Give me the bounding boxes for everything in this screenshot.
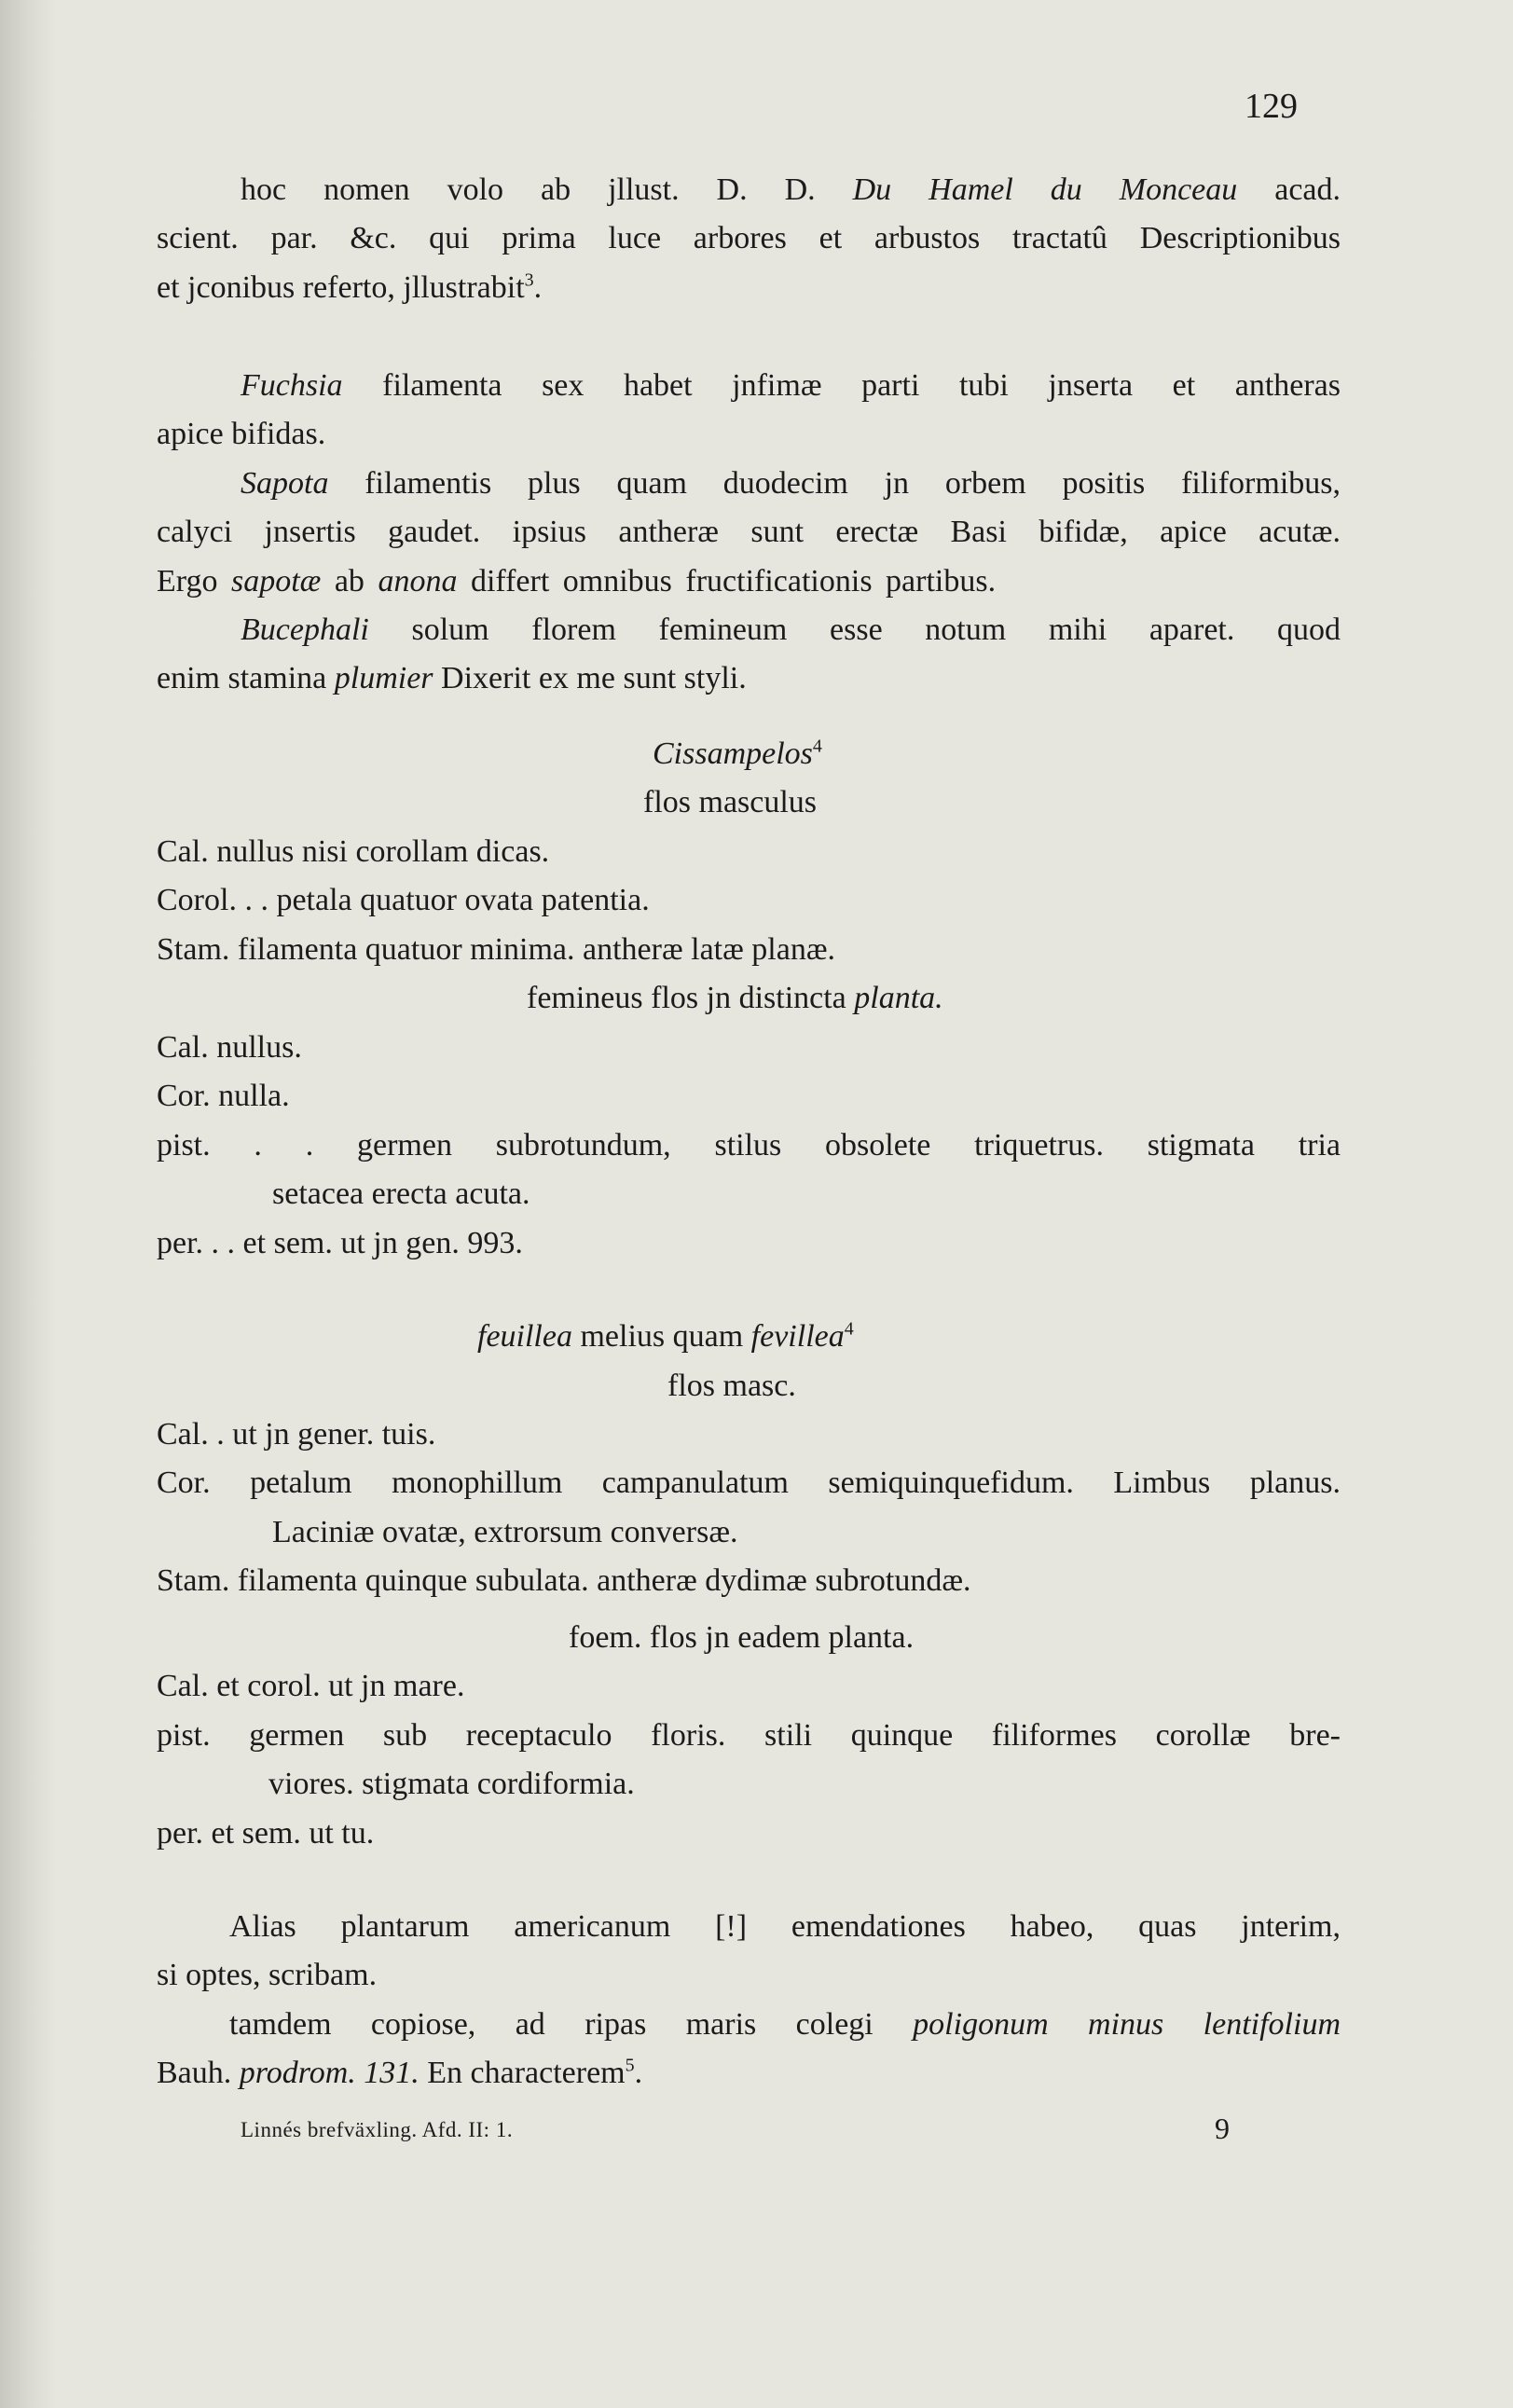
- text-line: [241, 466, 1341, 502]
- section-title: [477, 1319, 854, 1355]
- footnote-ref: 3: [524, 269, 534, 291]
- work-citation: prodrom. 131.: [239, 2056, 420, 2090]
- row-label: per.: [157, 1816, 204, 1851]
- row-label: Cal. .: [157, 1417, 225, 1452]
- genus-name: Bucephali: [241, 612, 369, 647]
- footnote-ref: 4: [844, 1318, 854, 1340]
- page-number: 129: [1245, 87, 1298, 126]
- row-text: nullus nisi corollam dicas.: [216, 834, 550, 869]
- character-row: [157, 1128, 1341, 1163]
- row-text: germen subrotundum, stilus obsolete triquetrus. stigmata tria: [357, 1128, 1341, 1163]
- text-run: acad.: [1274, 172, 1341, 207]
- character-row: [157, 1816, 374, 1851]
- text-run: differt omnibus fructificationis partibus.: [470, 564, 997, 599]
- character-row: [157, 1465, 1341, 1501]
- text-line: [241, 172, 1341, 208]
- genus-name: anona: [378, 564, 458, 599]
- row-text: et sem. ut jn gen. 993.: [242, 1226, 523, 1260]
- genus-name: feuillea: [477, 1319, 572, 1354]
- text-line: si optes, scribam.: [157, 1958, 378, 1992]
- text-run: filamenta sex habet jnfimæ parti tubi jnserta et antheras: [382, 368, 1341, 403]
- row-text: petala quatuor ovata patentia.: [276, 883, 650, 917]
- text-line: [157, 270, 542, 306]
- text-run: solum florem femineum esse notum mihi aparet. quod: [411, 612, 1341, 647]
- row-label: Cor.: [157, 1079, 211, 1113]
- row-label: per. . .: [157, 1226, 236, 1260]
- section-subtitle: flos masc.: [667, 1369, 796, 1403]
- footer-signature-line: Linnés brefväxling. Afd. II: 1.: [241, 2118, 514, 2141]
- genus-name: fevillea: [750, 1319, 845, 1354]
- text-line: [157, 2056, 642, 2091]
- text-line: scient. par. &c. qui prima luce arbores et arbustos tractatû Descriptionibus: [157, 221, 1341, 255]
- row-label: Stam.: [157, 1563, 230, 1598]
- author-abbrev: Bauh.: [157, 2056, 232, 2090]
- character-row: [157, 834, 549, 870]
- text-run: filamentis plus quam duodecim jn orbem positis filiformibus,: [364, 466, 1341, 501]
- text-run: .: [634, 2056, 643, 2090]
- text-run: .: [533, 270, 543, 305]
- character-row: [157, 1718, 1341, 1754]
- section-title: [653, 736, 822, 772]
- character-row: [157, 1079, 290, 1114]
- text-run: tamdem copiose, ad ripas maris colegi: [229, 2007, 873, 2042]
- row-text: nulla.: [218, 1079, 290, 1113]
- author-name: plumier: [334, 661, 433, 695]
- text-run: En characterem: [427, 2056, 626, 2090]
- row-continuation: setacea erecta acuta.: [272, 1176, 530, 1211]
- section-subheading: [527, 981, 943, 1016]
- genus-name: Cissampelos: [653, 736, 813, 771]
- person-name: Du Hamel du Monceau: [852, 172, 1238, 207]
- page-gutter-shadow: [0, 0, 56, 2408]
- character-row: [157, 932, 835, 968]
- character-row: [157, 1030, 302, 1066]
- section-subtitle: flos masculus: [643, 785, 818, 819]
- row-text: petalum monophillum campanulatum semiquinquefidum. Limbus planus.: [250, 1465, 1341, 1500]
- row-text: et sem. ut tu.: [211, 1816, 375, 1851]
- row-text: ut jn gener. tuis.: [232, 1417, 436, 1452]
- character-row: [157, 1669, 464, 1704]
- text-line: calyci jnsertis gaudet. ipsius antheræ sunt erectæ Basi bifidæ, apice acutæ.: [157, 515, 1341, 549]
- text-run: hoc nomen volo ab jllust. D. D.: [241, 172, 816, 207]
- footnote-ref: 4: [812, 736, 822, 757]
- character-row: [157, 883, 650, 918]
- footnote-ref: 5: [625, 2055, 635, 2076]
- text-run: ab: [334, 564, 364, 599]
- text-line: [241, 368, 1341, 404]
- row-label: pist.: [157, 1718, 211, 1753]
- row-label: Cal.: [157, 1669, 209, 1703]
- row-label: pist. . .: [157, 1128, 314, 1163]
- text-line: [157, 661, 747, 696]
- text-line: [157, 564, 996, 599]
- character-row: [157, 1226, 523, 1261]
- text-run: Dixerit ex me sunt styli.: [441, 661, 747, 695]
- section-subheading: foem. flos jn eadem planta.: [569, 1620, 915, 1655]
- row-label: Cor.: [157, 1465, 211, 1500]
- footer-signature-mark: 9: [1215, 2112, 1230, 2145]
- row-text: filamenta quatuor minima. antheræ latæ planæ.: [237, 932, 836, 967]
- row-label: Cal.: [157, 834, 209, 869]
- row-label: Stam.: [157, 932, 230, 967]
- genus-name: sapotæ: [230, 564, 322, 599]
- row-label: Corol. . .: [157, 883, 268, 917]
- row-text: et corol. ut jn mare.: [216, 1669, 465, 1703]
- row-text: filamenta quinque subulata. antheræ dydimæ subrotundæ.: [237, 1563, 971, 1598]
- text-line: Alias plantarum americanum [!] emendationes habeo, quas jnterim,: [229, 1909, 1341, 1944]
- text-run: femineus flos jn distincta: [527, 981, 846, 1015]
- row-label: Cal.: [157, 1030, 209, 1065]
- plant-name: poligonum minus lentifolium: [913, 2007, 1341, 2042]
- text-run-italic: planta.: [854, 981, 943, 1015]
- text-line: [241, 612, 1341, 648]
- text-run: melius quam: [580, 1319, 744, 1354]
- character-row: [157, 1563, 971, 1599]
- row-continuation: Laciniæ ovatæ, extrorsum conversæ.: [272, 1515, 738, 1549]
- text-run: enim stamina: [157, 661, 327, 695]
- genus-name: Fuchsia: [241, 368, 343, 403]
- character-row: [157, 1417, 435, 1452]
- genus-name: Sapota: [241, 466, 329, 501]
- row-continuation: viores. stigmata cordiformia.: [268, 1767, 635, 1801]
- row-text: germen sub receptaculo floris. stili quinque filiformes corollæ bre-: [249, 1718, 1341, 1753]
- text-line: [229, 2007, 1341, 2043]
- text-run: et jconibus referto, jllustrabit: [157, 270, 525, 305]
- text-run: Ergo: [157, 564, 218, 599]
- text-line: apice bifidas.: [157, 417, 326, 451]
- row-text: nullus.: [216, 1030, 302, 1065]
